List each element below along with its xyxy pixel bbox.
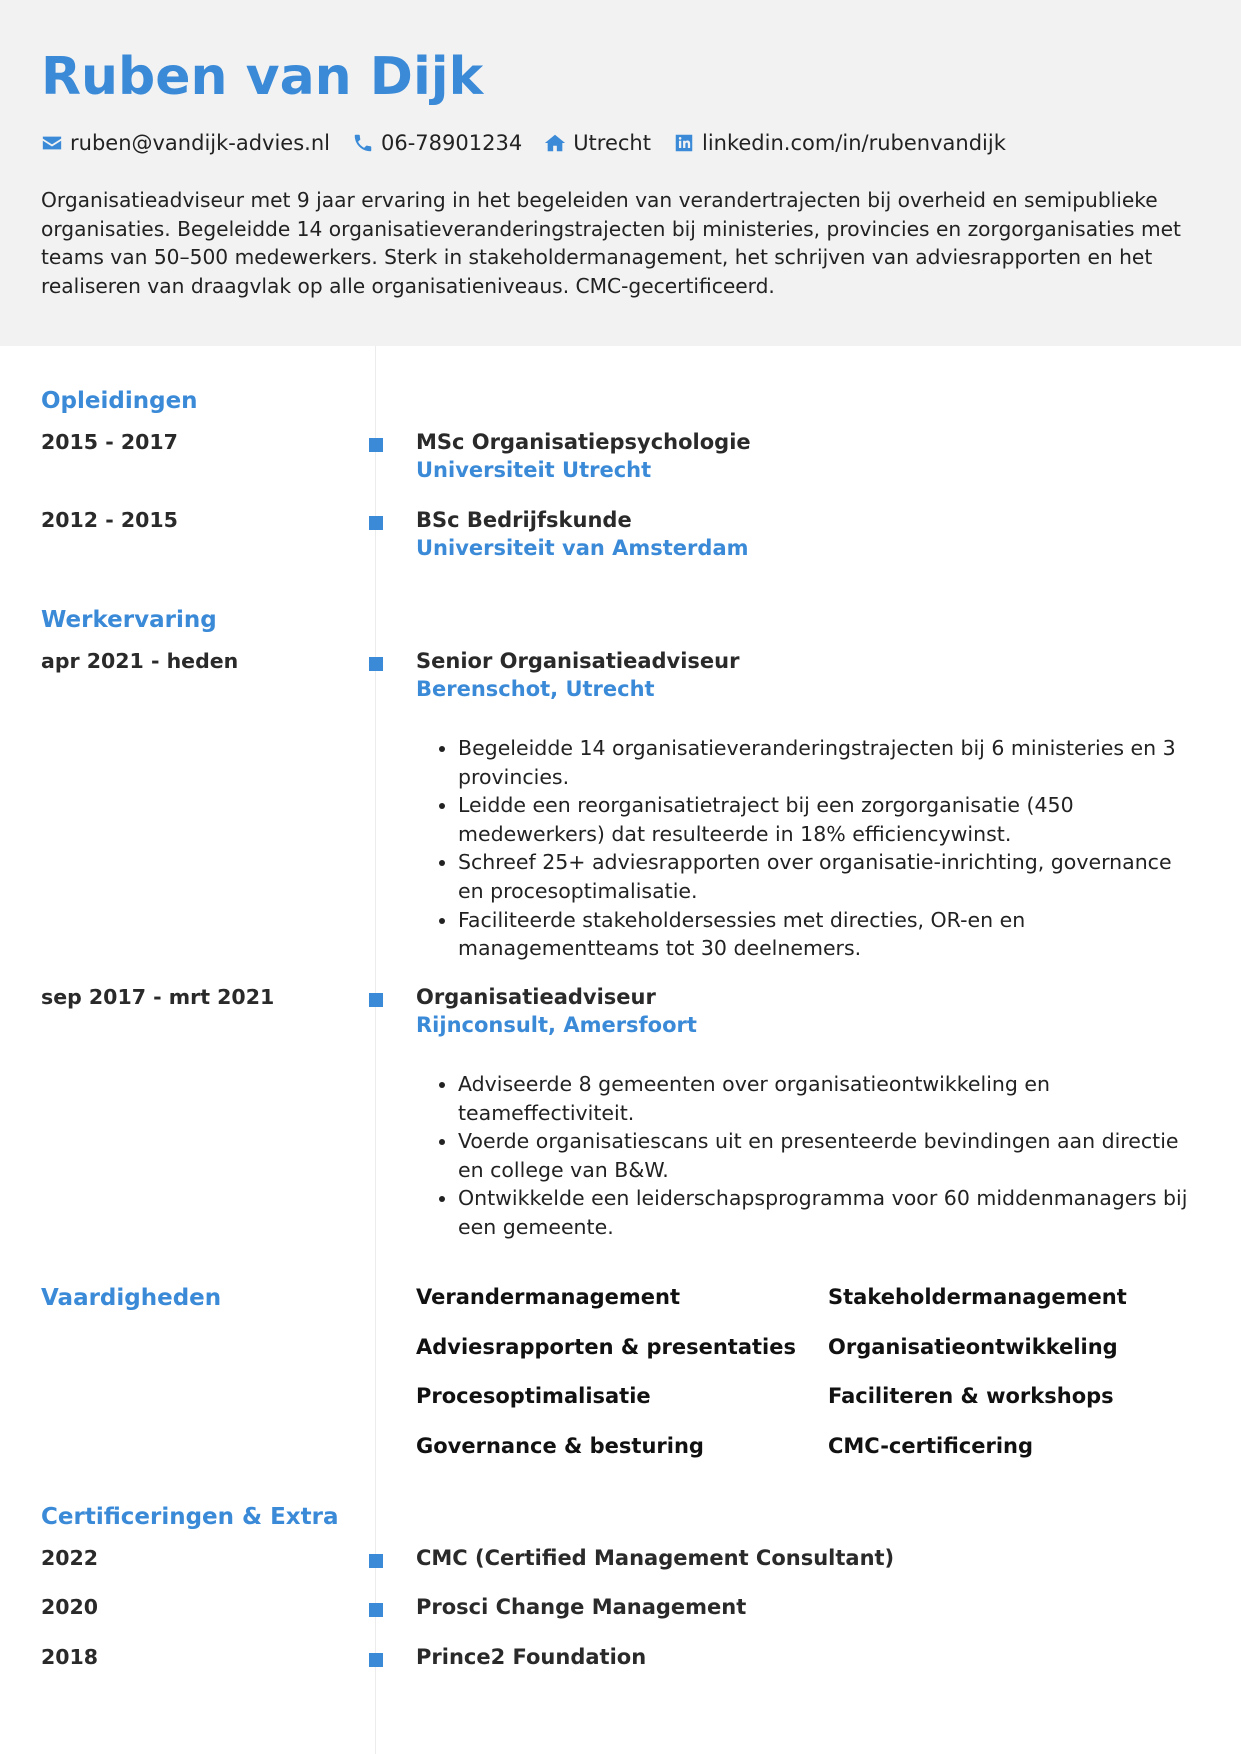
phone-number[interactable]: 06-78901234 xyxy=(381,131,523,155)
contact-city xyxy=(544,131,651,155)
timeline-marker xyxy=(369,657,383,671)
header xyxy=(0,0,1241,346)
certification-name: Prince2 Foundation xyxy=(416,1645,647,1669)
contact-phone xyxy=(352,131,522,155)
list-item: • Faciliteerde stakeholdersessies met directies, OR-en en managementteams tot 30 deelnemers. xyxy=(458,906,1196,963)
skill-item: Faciliteren & workshops xyxy=(828,1384,1114,1408)
phone-icon xyxy=(352,132,374,154)
list-item: • Adviseerde 8 gemeenten over organisatieontwikkeling en teameffectiviteit. xyxy=(458,1070,1196,1127)
job-company: Rijnconsult, Amersfoort xyxy=(416,1013,697,1037)
education-degree: BSc Bedrijfskunde xyxy=(416,508,632,532)
candidate-name: Ruben van Dijk xyxy=(41,47,484,107)
education-school: Universiteit van Amsterdam xyxy=(416,536,749,560)
timeline-marker xyxy=(369,1603,383,1617)
job-achievements xyxy=(416,734,1196,963)
education-date: 2015 - 2017 xyxy=(41,430,178,454)
certification-year: 2018 xyxy=(41,1645,99,1669)
skills-heading: Vaardigheden xyxy=(41,1285,222,1311)
job-title: Senior Organisatieadviseur xyxy=(416,649,740,673)
timeline-marker xyxy=(369,438,383,452)
contact-info xyxy=(41,128,1028,158)
certification-year: 2020 xyxy=(41,1595,99,1619)
certification-name: Prosci Change Management xyxy=(416,1595,747,1619)
education-school: Universiteit Utrecht xyxy=(416,458,652,482)
experience-date: sep 2017 - mrt 2021 xyxy=(41,985,275,1009)
contact-email xyxy=(41,131,330,155)
linkedin-link[interactable]: linkedin.com/in/rubenvandijk xyxy=(701,131,1006,155)
timeline-divider xyxy=(375,346,376,1754)
list-item: • Schreef 25+ adviesrapporten over organisatie-inrichting, governance en procesoptimalisatie. xyxy=(458,848,1196,905)
certification-name: CMC (Certified Management Consultant) xyxy=(416,1546,895,1570)
city-text: Utrecht xyxy=(573,131,651,155)
certification-year: 2022 xyxy=(41,1546,99,1570)
skill-item: Verandermanagement xyxy=(416,1285,681,1309)
linkedin-icon xyxy=(673,132,695,154)
list-item: • Voerde organisatiescans uit en presenteerde bevindingen aan directie en college van B&W. xyxy=(458,1127,1196,1184)
education-date: 2012 - 2015 xyxy=(41,508,178,532)
skill-item: Adviesrapporten & presentaties xyxy=(416,1335,796,1359)
certifications-heading: Certificeringen & Extra xyxy=(41,1504,339,1530)
skill-item: CMC-certificering xyxy=(828,1434,1033,1458)
envelope-icon xyxy=(41,132,63,154)
list-item: • Leidde een reorganisatietraject bij een zorgorganisatie (450 medewerkers) dat resulteerde in 18% efficiencywinst. xyxy=(458,791,1196,848)
contact-linkedin xyxy=(673,131,1006,155)
job-title: Organisatieadviseur xyxy=(416,985,656,1009)
skill-item: Stakeholdermanagement xyxy=(828,1285,1127,1309)
email-link[interactable]: ruben@vandijk-advies.nl xyxy=(70,131,330,155)
timeline-marker xyxy=(369,1653,383,1667)
skill-item: Procesoptimalisatie xyxy=(416,1384,651,1408)
timeline-marker xyxy=(369,993,383,1007)
job-achievements xyxy=(416,1070,1196,1242)
education-degree: MSc Organisatiepsychologie xyxy=(416,430,751,454)
list-item: • Begeleidde 14 organisatieveranderingstrajecten bij 6 ministeries en 3 provincies. xyxy=(458,734,1196,791)
list-item: • Ontwikkelde een leiderschapsprogramma voor 60 middenmanagers bij een gemeente. xyxy=(458,1184,1196,1241)
job-company: Berenschot, Utrecht xyxy=(416,677,655,701)
education-heading: Opleidingen xyxy=(41,388,198,414)
home-icon xyxy=(544,132,566,154)
skill-item: Organisatieontwikkeling xyxy=(828,1335,1118,1359)
timeline-marker xyxy=(369,516,383,530)
profile-summary: Organisatieadviseur met 9 jaar ervaring in het begeleiden van verandertrajecten bij overheid en semipublieke organisaties. Begeleidde 14 organisatieveranderingstrajecten bij ministeries, provincies en zorgorganisaties met teams van 50–500 medewerkers. Sterk in stakeholdermanagement, het schrijven van adviesrapporten en het realiseren van draagvlak op alle organisatieniveaus. CMC-gecertificeerd. xyxy=(41,188,1181,298)
experience-date: apr 2021 - heden xyxy=(41,649,239,673)
experience-heading: Werkervaring xyxy=(41,607,217,633)
skill-item: Governance & besturing xyxy=(416,1434,704,1458)
timeline-marker xyxy=(369,1554,383,1568)
